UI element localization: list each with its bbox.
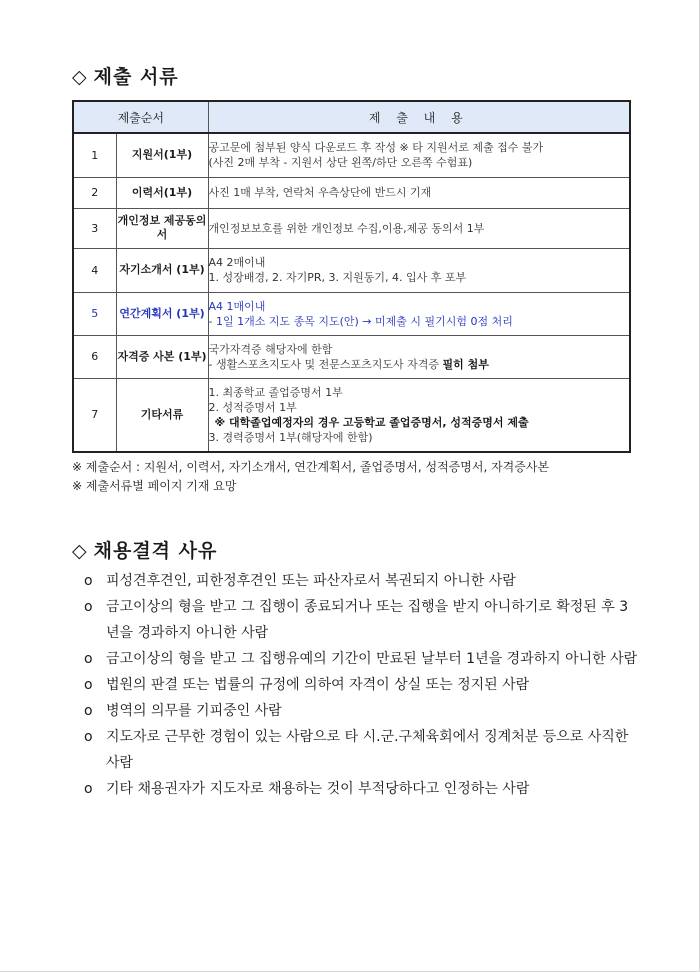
bullet-icon: o	[84, 729, 93, 745]
bullet-icon: o	[84, 781, 93, 797]
table-row	[73, 378, 630, 452]
row-number: 6	[73, 335, 116, 378]
list-item	[84, 776, 639, 802]
diamond-icon: ◇	[72, 66, 88, 88]
section-heading-disqualification	[72, 536, 217, 563]
row-document-name: 연간계획서 (1부)	[116, 292, 208, 335]
list-item-text: 금고이상의 형을 받고 그 집행유예의 기간이 만료된 날부터 1년을 경과하지 아니한 사람	[106, 651, 638, 667]
table-row	[73, 133, 630, 177]
content-line: 사진 1매 부착, 연락처 우측상단에 반드시 기재	[208, 186, 432, 199]
bullet-icon: o	[84, 677, 93, 693]
row-content	[208, 208, 630, 248]
table-row	[73, 292, 630, 335]
list-item-text: 법원의 판결 또는 법률의 규정에 의하여 자격이 상실 또는 정지된 사람	[106, 677, 530, 693]
content-line: 1. 최종학교 졸업증명서 1부	[208, 385, 343, 399]
table-row	[73, 248, 630, 292]
list-item-text: 병역의 의무를 기피중인 사람	[106, 703, 282, 719]
list-item	[84, 594, 639, 646]
header-content: 제 출 내 용	[208, 101, 630, 133]
row-document-name: 이력서(1부)	[116, 177, 208, 208]
content-line	[209, 357, 630, 372]
content-line: A4 2매이내	[208, 256, 266, 269]
content-line: 3. 경력증명서 1부(해당자에 한함)	[208, 430, 373, 444]
bullet-icon: o	[84, 599, 93, 615]
emphasis-text: 필히 첨부	[442, 357, 489, 371]
content-line: 개인정보보호를 위한 개인정보 수집,이용,제공 동의서 1부	[208, 221, 485, 235]
row-content	[208, 133, 630, 177]
list-item	[84, 672, 639, 698]
content-text: - 생활스포츠지도사 및 전문스포츠지도사 자격증	[208, 357, 439, 371]
documents-table	[72, 100, 631, 453]
diamond-icon: ◇	[72, 540, 88, 562]
row-number: 1	[73, 133, 116, 177]
row-content	[208, 177, 630, 208]
bullet-icon: o	[84, 573, 93, 589]
note-line: ※ 제출서류별 페이지 기재 요망	[72, 479, 237, 493]
content-line: - 1일 1개소 지도 종목 지도(안) → 미제출 시 필기시험 0점 처리	[208, 314, 513, 328]
table-row	[73, 177, 630, 208]
content-line: 1. 성장배경, 2. 자기PR, 3. 지원동기, 4. 입사 후 포부	[208, 271, 467, 284]
row-content	[208, 292, 630, 335]
row-document-name: 기타서류	[116, 378, 208, 452]
row-number: 4	[73, 248, 116, 292]
list-item-text: 지도자로 근무한 경험이 있는 사람으로 타 시.군.구체육회에서 징계처분 등으로 사직한 사람	[106, 729, 629, 771]
row-document-name: 지원서(1부)	[116, 133, 208, 177]
content-line: A4 1매이내	[208, 299, 266, 313]
header-order: 제출순서	[73, 101, 208, 133]
row-document-name: 자격증 사본 (1부)	[116, 335, 208, 378]
bullet-icon: o	[84, 651, 93, 667]
row-number: 2	[73, 177, 116, 208]
row-content	[208, 378, 630, 452]
content-line: 공고문에 첨부된 양식 다운로드 후 작성 ※ 타 지원서로 제출 접수 불가	[208, 141, 544, 155]
list-item-text: 피성견후견인, 피한정후견인 또는 파산자로서 복권되지 아니한 사람	[106, 573, 516, 589]
row-number: 7	[73, 378, 116, 452]
table-row	[73, 208, 630, 248]
row-document-name: 개인정보 제공동의서	[116, 208, 208, 248]
section-heading-documents	[72, 62, 179, 89]
row-number: 5	[73, 292, 116, 335]
list-item	[84, 698, 639, 724]
content-note: ※ 대학졸업예정자의 경우 고등학교 졸업증명서, 성적증명서 제출	[214, 415, 529, 429]
section-title: 채용결격 사유	[93, 540, 218, 562]
content-line: (사진 2매 부착 - 지원서 상단 왼쪽/하단 오른쪽 수험표)	[208, 156, 473, 170]
list-item-text: 금고이상의 형을 받고 그 집행이 종료되거나 또는 집행을 받지 아니하기로 확정된 후 3년을 경과하지 아니한 사람	[106, 599, 629, 641]
bullet-icon: o	[84, 703, 93, 719]
row-content	[208, 335, 630, 378]
list-item	[84, 724, 639, 776]
list-item-text: 기타 채용권자가 지도자로 채용하는 것이 부적당하다고 인정하는 사람	[106, 781, 530, 797]
table-header-row	[73, 101, 630, 133]
table-notes	[72, 458, 549, 496]
content-line: 국가자격증 해당자에 한함	[208, 342, 333, 356]
row-number: 3	[73, 208, 116, 248]
disqualification-list	[84, 568, 639, 802]
list-item	[84, 568, 639, 594]
note-line: ※ 제출순서 : 지원서, 이력서, 자기소개서, 연간계획서, 졸업증명서, 성적증명서, 자격증사본	[72, 460, 550, 474]
row-document-name: 자기소개서 (1부)	[116, 248, 208, 292]
table-row	[73, 335, 630, 378]
section-title: 제출 서류	[93, 66, 179, 88]
list-item	[84, 646, 639, 672]
content-line: 2. 성적증명서 1부	[208, 400, 297, 414]
row-content	[208, 248, 630, 292]
